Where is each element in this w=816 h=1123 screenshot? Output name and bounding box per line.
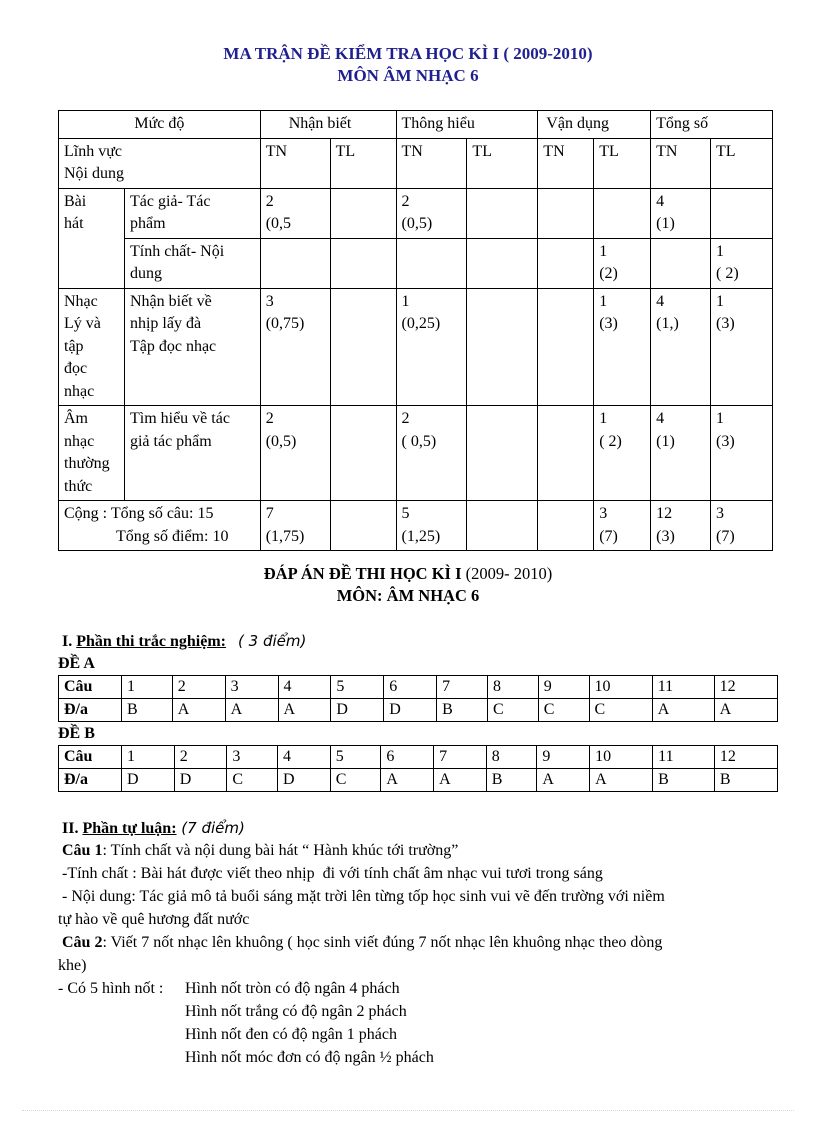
matrix-value-cell: 2 (0,5) xyxy=(260,406,330,501)
matrix-row xyxy=(59,406,773,501)
question-number-cell: 12 xyxy=(714,746,777,769)
matrix-value-cell: 1 (3) xyxy=(711,406,773,501)
matrix-value-cell: 2 (0,5) xyxy=(396,188,467,238)
matrix-value-cell xyxy=(538,288,594,406)
matrix-value-cell: 1 (3) xyxy=(594,288,651,406)
matrix-total-value-cell xyxy=(538,501,594,551)
matrix-value-cell xyxy=(467,238,538,288)
answer-cell: A xyxy=(714,699,777,722)
part2-label: Phần tự luận: xyxy=(82,820,177,837)
question-number-cell: 6 xyxy=(384,676,437,699)
question-number-cell: 11 xyxy=(652,676,714,699)
answer-cell: C xyxy=(330,769,381,792)
note-item: Hình nốt đen có độ ngân 1 phách xyxy=(185,1026,397,1043)
matrix-value-cell xyxy=(467,188,538,238)
question-number-cell: 2 xyxy=(172,676,225,699)
matrix-sublabel: TL xyxy=(467,138,538,188)
answer-cell: C xyxy=(227,769,278,792)
matrix-value-cell xyxy=(538,406,594,501)
matrix-header-row xyxy=(59,111,773,139)
matrix-corner-level: Mức độ xyxy=(59,111,261,139)
answer-cell: A xyxy=(381,769,434,792)
matrix-value-cell xyxy=(711,188,773,238)
answer-cell: B xyxy=(714,769,777,792)
answer-cell: A xyxy=(278,699,331,722)
matrix-total-label-cell xyxy=(59,501,261,551)
matrix-row xyxy=(59,188,773,238)
matrix-value-cell: 4 (1,) xyxy=(651,288,711,406)
matrix-value-cell xyxy=(538,188,594,238)
part1-label: Phần thi trắc nghiệm: xyxy=(76,633,227,650)
matrix-value-cell: 4 (1) xyxy=(651,188,711,238)
essay-q1-content: - Nội dung: Tác giả mô tả buổi sáng mặt trời lên từng tốp học sinh vui vẽ đến trường với niềm xyxy=(58,888,665,905)
matrix-subheader-row xyxy=(59,138,773,188)
answer-key-row xyxy=(59,699,778,722)
answer-subtitle: MÔN: ÂM NHẠC 6 xyxy=(336,586,480,605)
matrix-value-cell: 4 (1) xyxy=(651,406,711,501)
matrix-total-row xyxy=(59,501,773,551)
matrix-sublabel: TL xyxy=(594,138,651,188)
matrix-value-cell: 1 (0,25) xyxy=(396,288,467,406)
answer-cell: A xyxy=(537,769,590,792)
matrix-domain-cell: Âm nhạc thường thức xyxy=(59,406,125,501)
question-row-label: Câu xyxy=(59,676,122,699)
matrix-value-cell xyxy=(330,238,396,288)
answer-cell: A xyxy=(172,699,225,722)
answer-cell: B xyxy=(486,769,537,792)
question-number-cell: 11 xyxy=(653,746,715,769)
matrix-total-value-cell xyxy=(330,501,396,551)
matrix-level-header: Vận dụng xyxy=(538,111,651,139)
question-number-cell: 5 xyxy=(330,746,381,769)
matrix-corner-domain: Lĩnh vực Nội dung xyxy=(59,138,261,188)
question-number-cell: 10 xyxy=(590,746,653,769)
answer-question-row xyxy=(59,746,778,769)
answer-row-label: Đ/a xyxy=(59,699,122,722)
matrix-value-cell xyxy=(467,406,538,501)
answer-title-main: ĐÁP ÁN ĐỀ THI HỌC KÌ I xyxy=(263,564,462,583)
question-number-cell: 7 xyxy=(434,746,487,769)
essay-q2-text: : Viết 7 nốt nhạc lên khuông ( học sinh viết đúng 7 nốt nhạc lên khuông nhạc theo dòng xyxy=(102,934,663,951)
question-number-cell: 10 xyxy=(589,676,652,699)
question-number-cell: 12 xyxy=(714,676,777,699)
matrix-level-header: Thông hiểu xyxy=(396,111,538,139)
essay-q2-cont: khe) xyxy=(58,957,87,974)
assessment-matrix-table xyxy=(58,110,773,551)
part1-prefix: I. xyxy=(62,633,77,650)
matrix-total-value-cell: 5 (1,25) xyxy=(396,501,467,551)
answer-cell: C xyxy=(487,699,538,722)
matrix-value-cell xyxy=(651,238,711,288)
part2-heading xyxy=(62,817,245,841)
matrix-value-cell xyxy=(330,288,396,406)
answer-table-version-b xyxy=(58,745,778,792)
matrix-value-cell xyxy=(594,188,651,238)
essay-q1 xyxy=(62,840,458,863)
matrix-total-value-cell xyxy=(467,501,538,551)
matrix-row xyxy=(59,238,773,288)
matrix-sublabel: TL xyxy=(330,138,396,188)
question-number-cell: 9 xyxy=(537,746,590,769)
total-questions-label: Cộng : Tổng số câu: 15 xyxy=(64,505,214,522)
question-number-cell: 1 xyxy=(122,746,175,769)
total-points-label: Tổng số điểm: 10 xyxy=(116,527,229,545)
matrix-value-cell: 1 (3) xyxy=(711,288,773,406)
answer-cell: D xyxy=(174,769,227,792)
answer-cell: A xyxy=(652,699,714,722)
question-number-cell: 8 xyxy=(487,676,538,699)
matrix-value-cell xyxy=(330,406,396,501)
matrix-row xyxy=(59,288,773,406)
matrix-value-cell xyxy=(467,288,538,406)
matrix-total-value-cell: 3 (7) xyxy=(711,501,773,551)
matrix-value-cell: 1 ( 2) xyxy=(711,238,773,288)
essay-q1-content-cont: tự hào về quê hương đất nước xyxy=(58,911,250,928)
question-number-cell: 2 xyxy=(174,746,227,769)
matrix-value-cell: 1 ( 2) xyxy=(594,406,651,501)
notes-intro: - Có 5 hình nốt : xyxy=(58,980,168,997)
question-number-cell: 3 xyxy=(227,746,278,769)
matrix-total-value-cell: 12 (3) xyxy=(651,501,711,551)
essay-q1-character: -Tính chất : Bài hát được viết theo nhịp đi với tính chất âm nhạc vui tươi trong sáng xyxy=(58,865,603,882)
matrix-value-cell xyxy=(260,238,330,288)
question-row-label: Câu xyxy=(59,746,122,769)
answer-key-row xyxy=(59,769,778,792)
matrix-domain-cell: Bài hát xyxy=(59,188,125,288)
answer-cell: B xyxy=(122,699,173,722)
matrix-content-cell: Nhận biết về nhịp lấy đà Tập đọc nhạc xyxy=(124,288,260,406)
answer-title-year: (2009- 2010) xyxy=(461,564,553,583)
question-number-cell: 5 xyxy=(331,676,384,699)
matrix-value-cell: 2 (0,5 xyxy=(260,188,330,238)
essay-q2-label: Câu 2 xyxy=(62,934,103,951)
matrix-sublabel: TN xyxy=(260,138,330,188)
essay-q1-label: Câu 1 xyxy=(62,842,103,859)
matrix-content-cell: Tác giả- Tác phẩm xyxy=(124,188,260,238)
matrix-level-header: Tổng số xyxy=(651,111,773,139)
page-title-line-1: MA TRẬN ĐỀ KIỂM TRA HỌC KÌ I ( 2009-2010) xyxy=(223,44,593,63)
question-number-cell: 6 xyxy=(381,746,434,769)
note-item: Hình nốt tròn có độ ngân 4 phách xyxy=(185,980,400,997)
answer-row-label: Đ/a xyxy=(59,769,122,792)
part1-points: ( 3 điểm) xyxy=(238,632,307,650)
answer-cell: A xyxy=(590,769,653,792)
matrix-value-cell: 2 ( 0,5) xyxy=(396,406,467,501)
matrix-domain-cell: Nhạc Lý và tập đọc nhạc xyxy=(59,288,125,406)
answer-cell: B xyxy=(653,769,715,792)
matrix-value-cell xyxy=(538,238,594,288)
matrix-value-cell xyxy=(330,188,396,238)
answer-title xyxy=(0,563,816,586)
matrix-value-cell: 3 (0,75) xyxy=(260,288,330,406)
matrix-content-cell: Tính chất- Nội dung xyxy=(124,238,260,288)
answer-cell: C xyxy=(589,699,652,722)
question-number-cell: 4 xyxy=(278,676,331,699)
note-item: Hình nốt móc đơn có độ ngân ½ phách xyxy=(185,1049,434,1066)
part2-points: (7 điểm) xyxy=(176,819,245,837)
answer-table-version-a xyxy=(58,675,778,722)
matrix-level-header: Nhận biết xyxy=(260,111,396,139)
answer-cell: D xyxy=(331,699,384,722)
matrix-sublabel: TN xyxy=(651,138,711,188)
question-number-cell: 3 xyxy=(225,676,278,699)
answer-question-row xyxy=(59,676,778,699)
matrix-sublabel: TN xyxy=(538,138,594,188)
matrix-value-cell xyxy=(396,238,467,288)
matrix-value-cell: 1 (2) xyxy=(594,238,651,288)
answer-cell: D xyxy=(278,769,331,792)
matrix-sublabel: TL xyxy=(711,138,773,188)
version-a-label: ĐỀ A xyxy=(58,655,95,672)
essay-q1-text: : Tính chất và nội dung bài hát “ Hành khúc tới trường” xyxy=(102,842,459,859)
question-number-cell: 8 xyxy=(486,746,537,769)
note-item: Hình nốt trắng có độ ngân 2 phách xyxy=(185,1003,407,1020)
part2-prefix: II. xyxy=(62,820,83,837)
answer-cell: C xyxy=(538,699,589,722)
answer-cell: A xyxy=(225,699,278,722)
matrix-total-value-cell: 3 (7) xyxy=(594,501,651,551)
answer-cell: B xyxy=(437,699,488,722)
page-title-line-2: MÔN ÂM NHẠC 6 xyxy=(337,66,479,85)
part1-heading xyxy=(62,630,306,654)
version-b-label: ĐỀ B xyxy=(58,725,95,742)
matrix-total-value-cell: 7 (1,75) xyxy=(260,501,330,551)
question-number-cell: 7 xyxy=(437,676,488,699)
question-number-cell: 9 xyxy=(538,676,589,699)
answer-cell: A xyxy=(434,769,487,792)
page-bottom-rule xyxy=(22,1110,794,1111)
matrix-sublabel: TN xyxy=(396,138,467,188)
question-number-cell: 4 xyxy=(278,746,331,769)
answer-cell: D xyxy=(384,699,437,722)
matrix-content-cell: Tìm hiểu về tác giả tác phẩm xyxy=(124,406,260,501)
question-number-cell: 1 xyxy=(122,676,173,699)
essay-q2 xyxy=(62,932,662,955)
answer-cell: D xyxy=(122,769,175,792)
